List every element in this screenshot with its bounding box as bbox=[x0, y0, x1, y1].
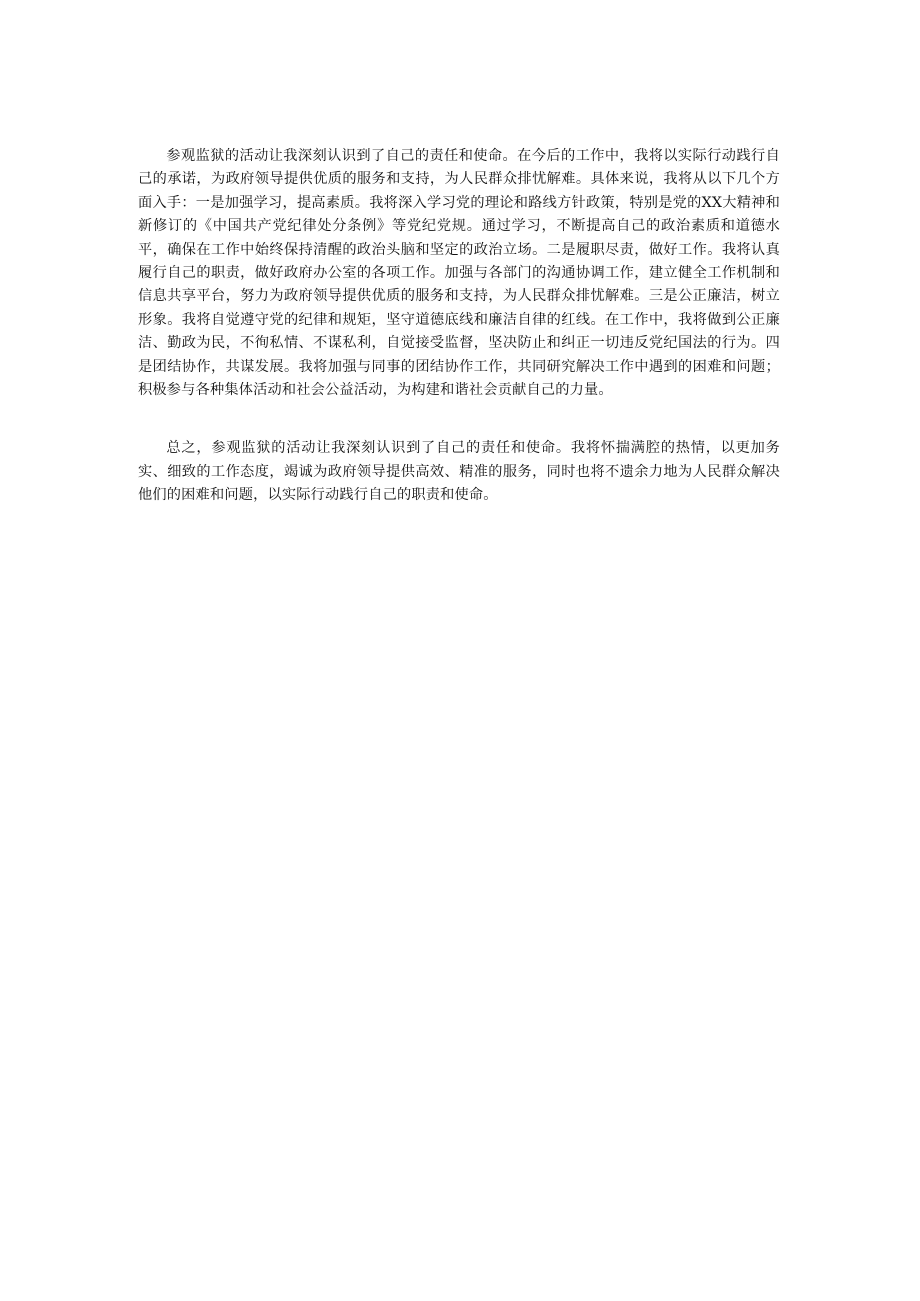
paragraph-conclusion: 总之，参观监狱的活动让我深刻认识到了自己的责任和使命。我将怀揣满腔的热情，以更加务实、细致的工作态度，竭诚为政府领导提供高效、精准的服务，同时也将不遗余力地为人民群众解决他们的困难和问题，以实际行动践行自己的职责和使命。 bbox=[138, 440, 780, 504]
document-body bbox=[138, 145, 780, 508]
paragraph-commitments: 参观监狱的活动让我深刻认识到了自己的责任和使命。在今后的工作中，我将以实际行动践行自己的承诺，为政府领导提供优质的服务和支持，为人民群众排忧解难。具体来说，我将从以下几个方面入手：一是加强学习，提高素质。我将深入学习党的理论和路线方针政策，特别是党的XX大精神和新修订的《中国共产党纪律处分条例》等党纪党规。通过学习，不断提高自己的政治素质和道德水平，确保在工作中始终保持清醒的政治头脑和坚定的政治立场。二是履职尽责，做好工作。我将认真履行自己的职责，做好政府办公室的各项工作。加强与各部门的沟通协调工作，建立健全工作机制和信息共享平台，努力为政府领导提供优质的服务和支持，为人民群众排忧解难。三是公正廉洁，树立形象。我将自觉遵守党的纪律和规矩，坚守道德底线和廉洁自律的红线。在工作中，我将做到公正廉洁、勤政为民，不徇私情、不谋私利，自觉接受监督，坚决防止和纠正一切违反党纪国法的行为。四是团结协作，共谋发展。我将加强与同事的团结协作工作，共同研究解决工作中遇到的困难和问题；积极参与各种集体活动和社会公益活动，为构建和谐社会贡献自己的力量。 bbox=[138, 148, 780, 399]
